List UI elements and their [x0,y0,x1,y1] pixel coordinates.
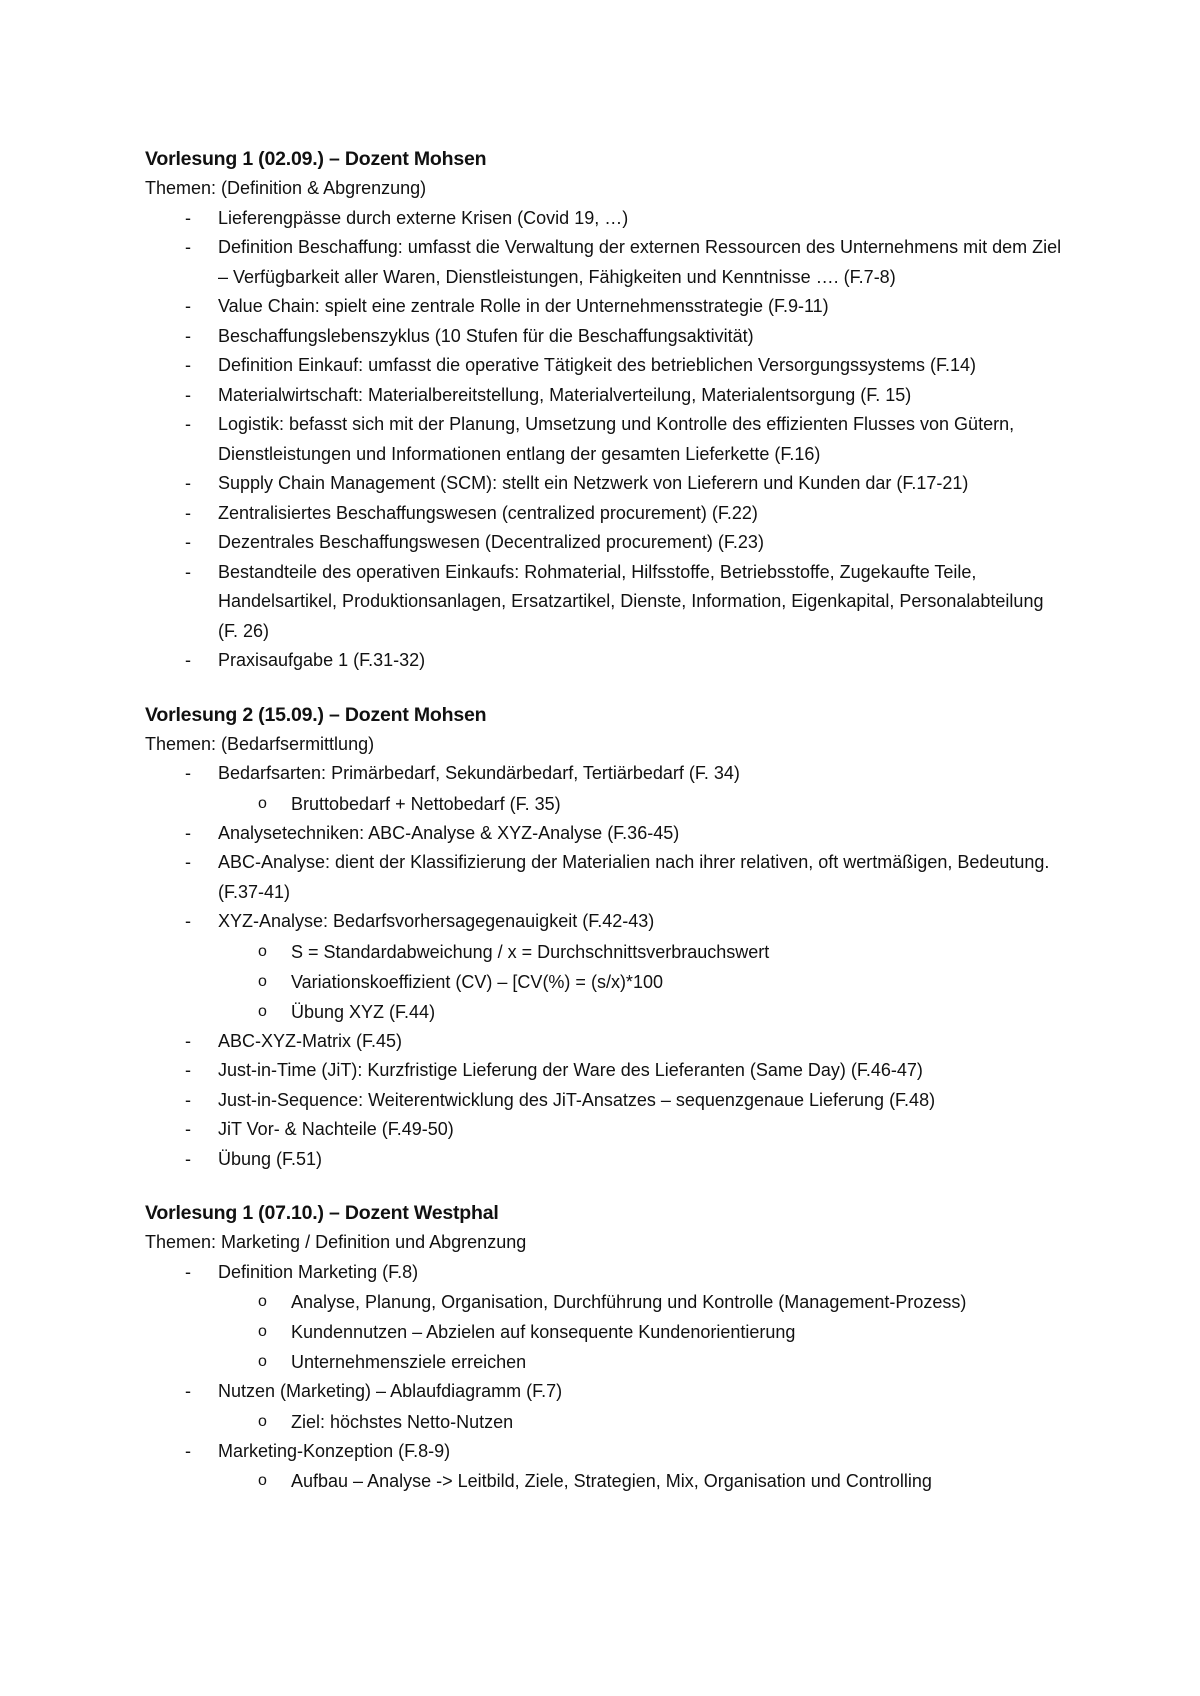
sub-list-item [218,1317,1065,1347]
list-item-text: Nutzen (Marketing) – Ablaufdiagramm (F.7) [218,1381,563,1401]
list-item [145,819,1065,849]
dash-bullet-icon: - [185,473,191,493]
dash-bullet-icon: - [185,532,191,552]
topic-list [145,1258,1065,1497]
dash-bullet-icon: - [185,1119,191,1139]
circle-bullet-icon: o [258,942,267,960]
sub-list-item-text: Variationskoeffizient (CV) – [CV(%) = (s/x)*100 [291,971,663,992]
circle-bullet-icon: o [258,1472,267,1489]
circle-bullet-icon: o [258,1353,267,1370]
list-item-text: Analysetechniken: ABC-Analyse & XYZ-Analyse (F.36-45) [218,822,680,843]
dash-bullet-icon: - [185,1089,191,1110]
dash-bullet-icon: - [185,1060,191,1080]
list-item-text: Praxisaufgabe 1 (F.31-32) [218,650,426,670]
list-item [145,1377,1065,1437]
list-item-text: Materialwirtschaft: Materialbereitstellung, Materialverteilung, Materialentsorgung (F. 15) [218,384,912,405]
list-item [145,322,1065,352]
list-item-text: Dezentrales Beschaffungswesen (Decentralized procurement) (F.23) [218,532,764,552]
list-item [145,1115,1065,1145]
list-item [145,233,1065,292]
list-item [145,1437,1065,1497]
list-item-text: Zentralisiertes Beschaffungswesen (centralized procurement) (F.22) [218,502,758,523]
dash-bullet-icon: - [185,296,191,316]
sub-list [218,1466,1065,1496]
sub-list-item [218,997,1065,1027]
lecture-section [145,700,1065,1175]
list-item-text: Lieferengpässe durch externe Krisen (Covid 19, …) [218,207,629,228]
list-item-text: Just-in-Sequence: Weiterentwicklung des JiT-Ansatzes – sequenzgenaue Lieferung (F.48) [218,1089,936,1110]
list-item-text: Bestandteile des operativen Einkaufs: Rohmaterial, Hilfsstoffe, Betriebsstoffe, Zugekaufte Teile, Handelsartikel, Produktionsanlagen, Ersatzartikel, Dienste, Information, Eigenkapital, Personalabteilung (F. 26) [218,561,1044,641]
topic-list [145,759,1065,1174]
sub-list-item-text: Kundennutzen – Abzielen auf konsequente Kundenorientierung [291,1322,796,1342]
circle-bullet-icon: o [258,1002,267,1020]
sub-list-item [218,937,1065,967]
dash-bullet-icon: - [185,384,191,405]
sub-list-item-text: S = Standardabweichung / x = Durchschnittsverbrauchswert [291,941,770,962]
lecture-topic: Themen: (Bedarfsermittlung) [145,733,375,754]
list-item [145,351,1065,381]
list-item-text: Marketing-Konzeption (F.8-9) [218,1440,451,1461]
dash-bullet-icon: - [185,763,191,783]
sub-list-item [218,1347,1065,1377]
list-item-text: Supply Chain Management (SCM): stellt ein Netzwerk von Lieferern und Kunden dar (F.17-21) [218,473,969,493]
dash-bullet-icon: - [185,414,191,434]
sub-list-item [218,967,1065,997]
lecture-section [145,1198,1065,1496]
list-item [145,907,1065,1027]
list-item [145,469,1065,499]
lecture-topic: Themen: Marketing / Definition und Abgrenzung [145,1232,527,1252]
list-item-text: Definition Beschaffung: umfasst die Verwaltung der externen Ressourcen des Unternehmens mit dem Ziel – Verfügbarkeit aller Waren, Dienstleistungen, Fähigkeiten und Kenntnisse …. (F.7-8) [218,237,1062,287]
sub-list-item [218,789,1065,819]
list-item [145,1056,1065,1086]
circle-bullet-icon: o [258,1293,267,1310]
dash-bullet-icon: - [185,355,191,375]
dash-bullet-icon: - [185,852,191,872]
circle-bullet-icon: o [258,1412,267,1430]
list-item-text: Just-in-Time (JiT): Kurzfristige Lieferung der Ware des Lieferanten (Same Day) (F.46-47) [218,1060,923,1080]
lecture-topic: Themen: (Definition & Abgrenzung) [145,178,427,198]
sub-list-item [218,1466,1065,1496]
list-item [145,410,1065,469]
list-item [145,292,1065,322]
dash-bullet-icon: - [185,1381,191,1401]
dash-bullet-icon: - [185,650,191,670]
dash-bullet-icon: - [185,1148,191,1169]
lecture-heading: Vorlesung 1 (07.10.) – Dozent Westphal [145,1202,499,1224]
circle-bullet-icon: o [258,972,267,990]
list-item-text: Übung (F.51) [218,1148,323,1169]
list-item [145,646,1065,676]
sub-list-item-text: Analyse, Planung, Organisation, Durchführung und Kontrolle (Management-Prozess) [291,1292,967,1312]
circle-bullet-icon: o [258,794,267,812]
list-item [145,499,1065,529]
dash-bullet-icon: - [185,1440,191,1461]
dash-bullet-icon: - [185,502,191,523]
lecture-heading: Vorlesung 1 (02.09.) – Dozent Mohsen [145,148,487,170]
list-item-text: XYZ-Analyse: Bedarfsvorhersagegenauigkeit (F.42-43) [218,911,655,931]
sub-list-item [218,1287,1065,1317]
list-item [145,1086,1065,1116]
dash-bullet-icon: - [185,911,191,931]
sub-list [218,937,1065,1027]
list-item-text: Logistik: befasst sich mit der Planung, Umsetzung und Kontrolle des effizienten Flusses von Gütern, Dienstleistungen und Informationen entlang der gesamten Lieferkette (F.16) [218,414,1015,464]
document-content [145,144,1065,1508]
list-item [145,558,1065,647]
circle-bullet-icon: o [258,1323,267,1340]
list-item-text: Bedarfsarten: Primärbedarf, Sekundärbedarf, Tertiärbedarf (F. 34) [218,763,740,783]
list-item [145,381,1065,411]
sub-list [218,789,1065,819]
dash-bullet-icon: - [185,237,191,257]
sub-list [218,1287,1065,1377]
dash-bullet-icon: - [185,822,191,843]
sub-list [218,1407,1065,1437]
list-item [145,1258,1065,1378]
sub-list-item-text: Unternehmensziele erreichen [291,1352,527,1372]
list-item [145,1027,1065,1057]
list-item-text: Definition Marketing (F.8) [218,1261,419,1282]
list-item-text: JiT Vor- & Nachteile (F.49-50) [218,1119,454,1139]
list-item [145,848,1065,907]
list-item [145,1145,1065,1175]
dash-bullet-icon: - [185,1030,191,1051]
topic-list [145,204,1065,676]
list-item [145,759,1065,819]
list-item [145,528,1065,558]
sub-list-item [218,1407,1065,1437]
list-item-text: ABC-Analyse: dient der Klassifizierung der Materialien nach ihrer relativen, oft wertmäßigen, Bedeutung. (F.37-41) [218,852,1050,902]
sub-list-item-text: Aufbau – Analyse -> Leitbild, Ziele, Strategien, Mix, Organisation und Controlling [291,1471,932,1491]
sub-list-item-text: Ziel: höchstes Netto-Nutzen [291,1411,514,1432]
dash-bullet-icon: - [185,325,191,346]
list-item [145,204,1065,234]
list-item-text: Beschaffungslebenszyklus (10 Stufen für die Beschaffungsaktivität) [218,325,754,346]
dash-bullet-icon: - [185,561,191,582]
sub-list-item-text: Bruttobedarf + Nettobedarf (F. 35) [291,793,561,814]
sub-list-item-text: Übung XYZ (F.44) [291,1001,436,1022]
lecture-section [145,144,1065,676]
dash-bullet-icon: - [185,207,191,228]
lecture-heading: Vorlesung 2 (15.09.) – Dozent Mohsen [145,703,487,726]
list-item-text: Definition Einkauf: umfasst die operative Tätigkeit des betrieblichen Versorgungssystems (F.14) [218,355,977,375]
dash-bullet-icon: - [185,1261,191,1282]
list-item-text: ABC-XYZ-Matrix (F.45) [218,1030,403,1051]
list-item-text: Value Chain: spielt eine zentrale Rolle in der Unternehmensstrategie (F.9-11) [218,296,829,316]
